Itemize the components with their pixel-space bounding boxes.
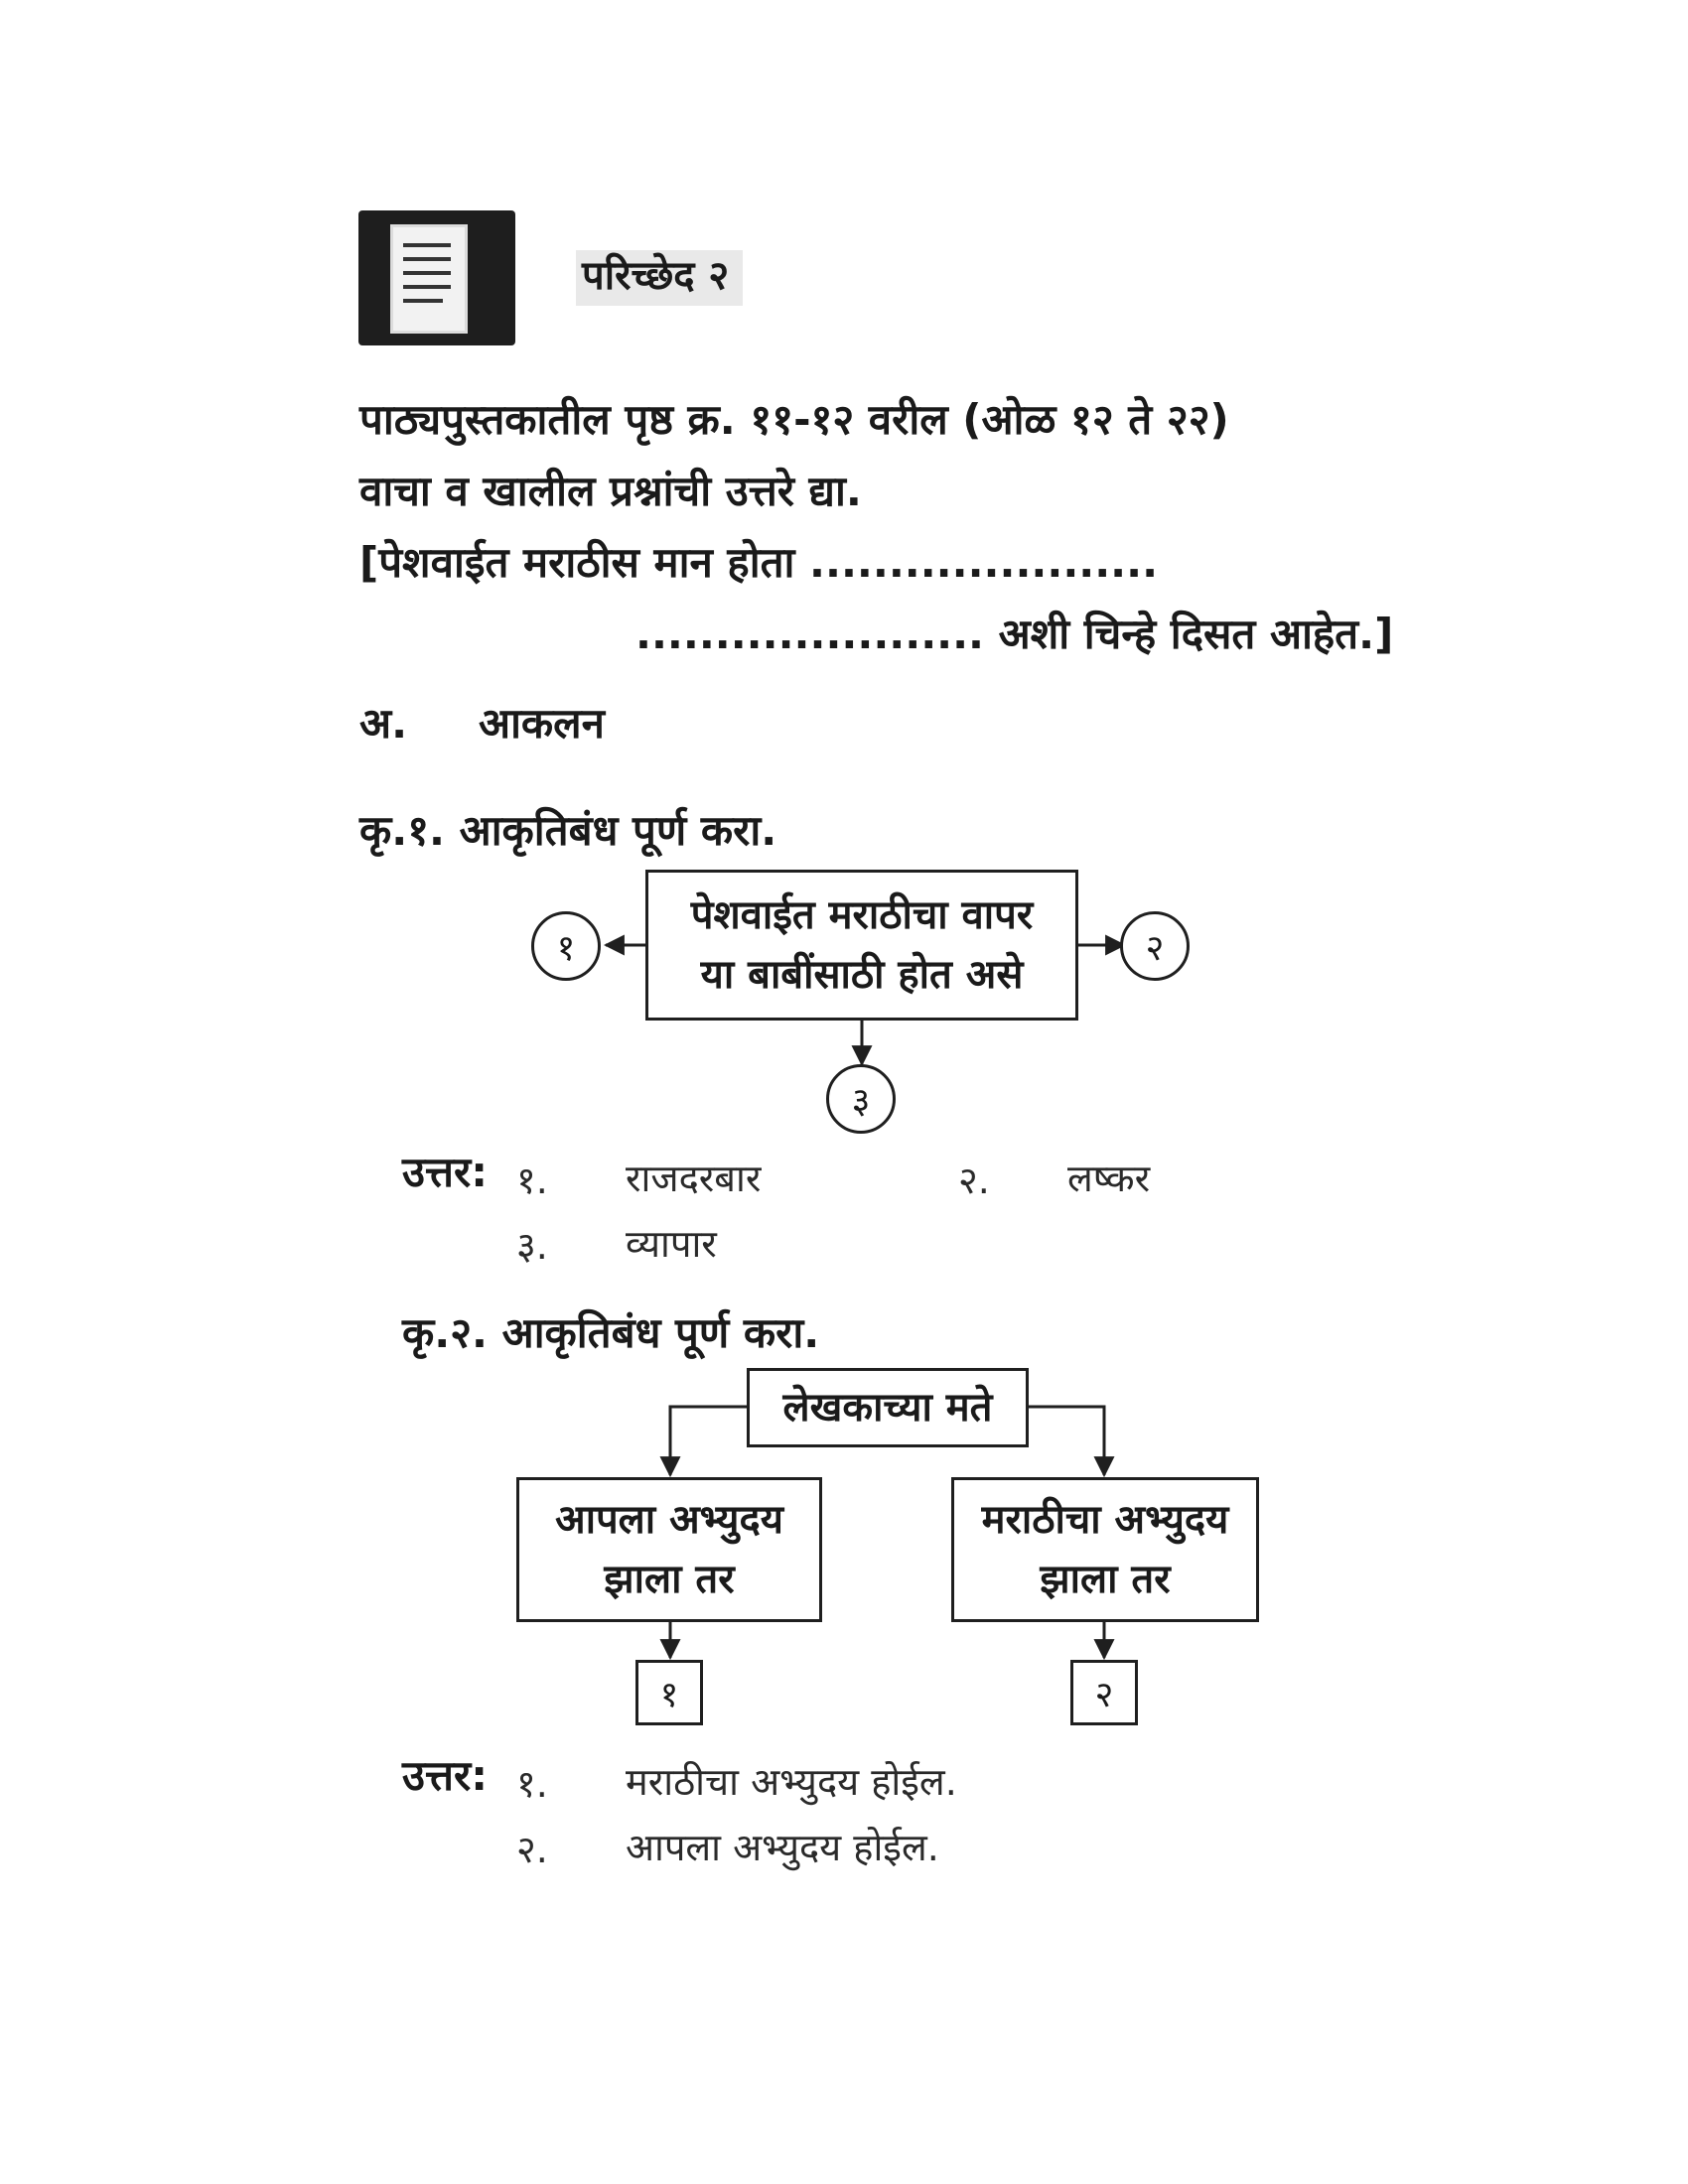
q1-answer-2-num: २. [958,1159,990,1202]
q2-answer-2-num: २. [516,1828,548,1871]
q2-answer-2-text: आपला अभ्युदय होईल. [626,1826,939,1869]
section-marker: अ. [359,699,408,748]
section-heading: परिच्छेद २ [576,250,743,306]
q1-center-box-line2: या बाबींसाठी होत असे [700,952,1024,998]
q1-answer-1-num: १. [516,1159,548,1202]
q1-answer-label: उत्तर: [402,1148,489,1196]
section-title: आकलन [479,699,605,748]
q2-left-box [516,1477,822,1622]
q2-node-1: १ [635,1660,703,1725]
q2-answer-1-text: मराठीचा अभ्युदय होईल. [626,1760,957,1804]
q2-right-box [951,1477,1259,1622]
q1-node-1: १ [531,911,601,981]
q2-answer-label: उत्तर: [402,1751,489,1800]
q2-right-box-line2: झाला तर [1040,1557,1171,1602]
q1-center-box-line1: पेशवाईत मराठीचा वापर [690,892,1034,938]
q1-answer-1-text: राजदरबार [626,1157,762,1200]
q2-node-2: २ [1070,1660,1138,1725]
q1-answer-3-num: ३. [516,1224,548,1268]
q2-top-box: लेखकाच्या मते [747,1368,1029,1447]
q2-left-box-line1: आपला अभ्युदय [555,1497,783,1543]
intro-line-2: वाचा व खालील प्रश्नांची उत्तरे द्या. [359,467,862,515]
q2-right-box-line1: मराठीचा अभ्युदय [981,1497,1229,1543]
intro-line-4: ...................... अशी चिन्हे दिसत आहेत.] [635,610,1394,658]
q1-label: कृ.१. आकृतिबंध पूर्ण करा. [359,806,777,855]
q1-center-box [645,870,1078,1021]
q2-left-box-line2: झाला तर [604,1557,735,1602]
intro-line-1: पाठ्यपुस्तकातील पृष्ठ क्र. ११-१२ वरील (ओळ १२ ते २२) [359,395,1229,444]
q1-answer-2-text: लष्कर [1067,1157,1151,1200]
q1-node-3: ३ [826,1064,896,1134]
q2-label: कृ.२. आकृतिबंध पूर्ण करा. [402,1308,820,1357]
q2-answer-1-num: १. [516,1762,548,1806]
q1-answer-3-text: व्यापार [626,1222,717,1266]
q1-node-2: २ [1120,911,1190,981]
intro-line-3: [पेशवाईत मराठीस मान होता ...................... [359,538,1159,587]
